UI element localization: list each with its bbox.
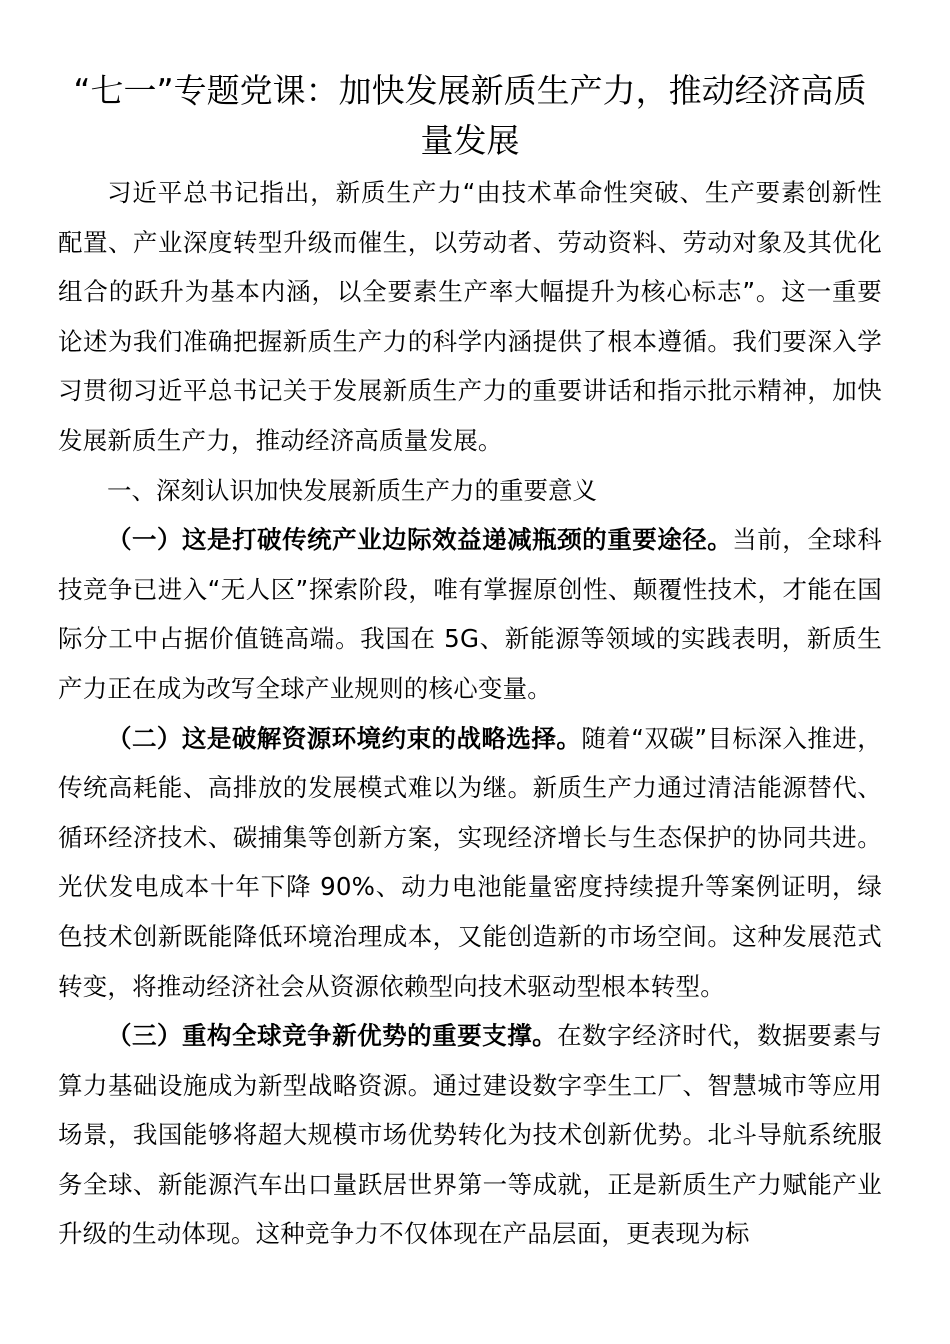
point-body-1: 当前，全球科技竞争已进入“无人区”探索阶段，唯有掌握原创性、颠覆性技术，才能在国际分工中占据价值链高端。我国在 5G、新能源等领域的实践表明，新质生产力正在成为改写全球产业规则的核心变量。	[58, 525, 882, 703]
point-lead-3: （三）重构全球竞争新优势的重要支撑。	[107, 1021, 558, 1051]
document-title: “七一”专题党课：加快发展新质生产力，推动经济高质量发展	[73, 71, 867, 160]
document-page	[58, 66, 882, 1259]
intro-paragraph: 习近平总书记指出，新质生产力“由技术革命性突破、生产要素创新性配置、产业深度转型升级而催生，以劳动者、劳动资料、劳动对象及其优化组合的跃升为基本内涵，以全要素生产率大幅提升为核心标志”。这一重要论述为我们准确把握新质生产力的科学内涵提供了根本遵循。我们要深入学习贯彻习近平总书记关于发展新质生产力的重要讲话和指示批示精神，加快发展新质生产力，推动经济高质量发展。	[58, 178, 882, 455]
point-paragraph-2	[58, 714, 882, 1012]
section-heading: 一、深刻认识加快发展新质生产力的重要意义	[107, 475, 597, 505]
point-lead-2: （二）这是破解资源环境约束的战略选择。	[107, 723, 582, 753]
point-paragraph-1	[58, 515, 882, 713]
point-body-3: 在数字经济时代，数据要素与算力基础设施成为新型战略资源。通过建设数字孪生工厂、智慧城市等应用场景，我国能够将超大规模市场优势转化为技术创新优势。北斗导航系统服务全球、新能源汽车出口量跃居世界第一等成就，正是新质生产力赋能产业升级的生动体现。这种竞争力不仅体现在产品层面，更表现为标	[58, 1021, 882, 1249]
point-paragraph-3	[58, 1011, 882, 1259]
point-lead-1: （一）这是打破传统产业边际效益递减瓶颈的重要途径。	[107, 525, 733, 555]
point-body-2: 随着“双碳”目标深入推进，传统高耗能、高排放的发展模式难以为继。新质生产力通过清洁能源替代、循环经济技术、碳捕集等创新方案，实现经济增长与生态保护的协同共进。光伏发电成本十年下降 90%、动力电池能量密度持续提升等案例证明，绿色技术创新既能降低环境治理成本，又能创造新的市场空间。这种发展范式转变，将推动经济社会从资源依赖型向技术驱动型根本转型。	[58, 723, 882, 1001]
